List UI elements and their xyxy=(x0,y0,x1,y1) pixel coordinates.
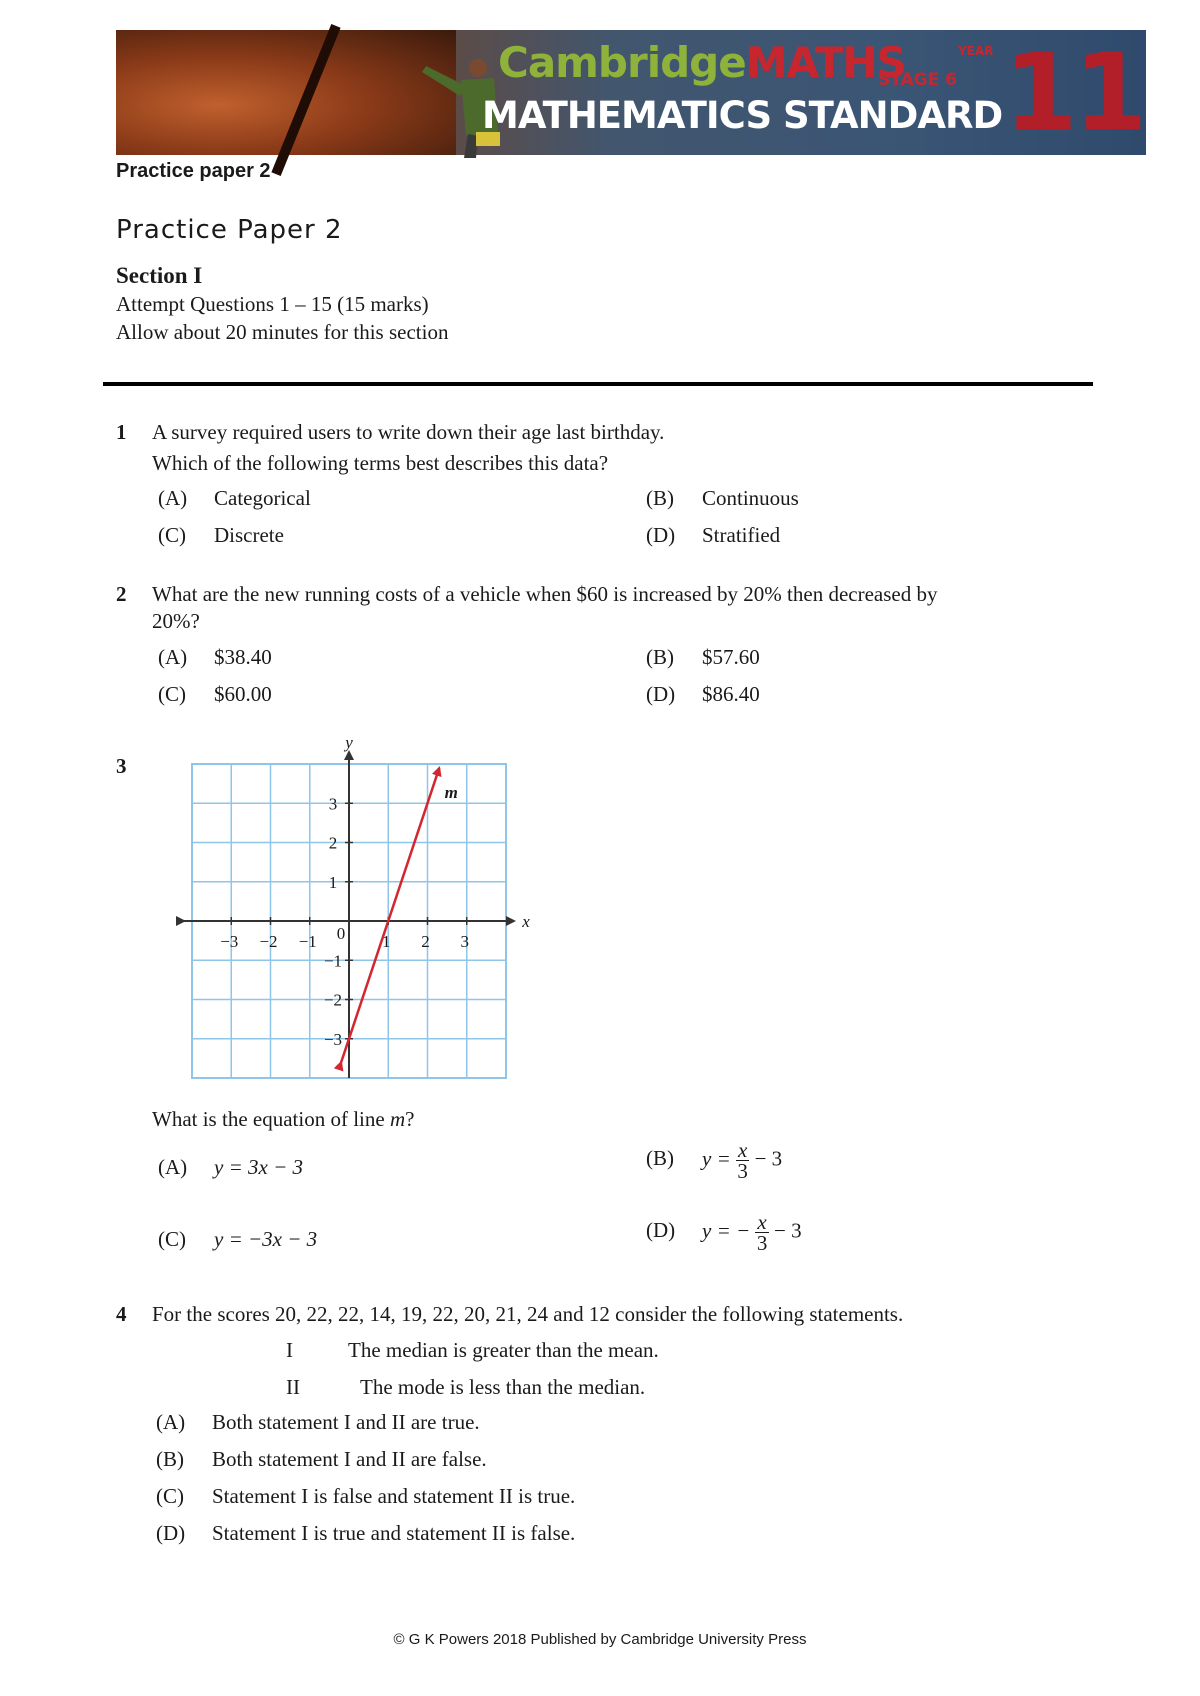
q3-number: 3 xyxy=(116,754,127,778)
q1-number: 1 xyxy=(116,420,127,444)
q3-graph xyxy=(180,733,540,1098)
header-banner xyxy=(116,30,1146,155)
y-tick-label: 2 xyxy=(328,833,338,853)
brand-cambridge: Cambridge xyxy=(498,38,746,87)
q4-statement-1-roman: I xyxy=(286,1338,293,1362)
y-tick-label: 1 xyxy=(328,872,338,892)
x-tick-label: −2 xyxy=(259,932,278,951)
q4-statement-2-roman: II xyxy=(286,1375,300,1399)
x-tick-label: −1 xyxy=(298,932,317,951)
year-number: 11 xyxy=(1004,31,1144,154)
section-divider xyxy=(103,382,1093,386)
footer-copyright: © G K Powers 2018 Published by Cambridge University Press xyxy=(393,1631,807,1648)
q3-option-a: (A) y = 3x − 3 xyxy=(158,1155,303,1179)
origin-label: 0 xyxy=(336,924,346,943)
section-title: Section I xyxy=(116,263,203,288)
x-tick-label: 3 xyxy=(460,932,469,951)
q4-option-a: (A) Both statement I and II are true. xyxy=(156,1410,480,1434)
brand-maths: MATHS xyxy=(745,38,906,87)
q4-option-d: (D) Statement I is true and statement II is false. xyxy=(156,1521,576,1545)
brand-stage: STAGE 6 xyxy=(878,70,957,90)
year-label: YEAR xyxy=(958,44,994,58)
q1-option-c: (C) Discrete xyxy=(158,523,284,547)
line-m-label: m xyxy=(444,782,458,802)
q2-text-line1: What are the new running costs of a vehicle when $60 is increased by 20% then decreased by xyxy=(152,582,938,606)
section-time: Allow about 20 minutes for this section xyxy=(116,320,449,344)
x-tick-label: 1 xyxy=(382,932,391,951)
y-tick-label: −3 xyxy=(323,1029,343,1049)
brand-logo xyxy=(498,40,906,86)
q2-option-d: (D) $86.40 xyxy=(646,682,760,706)
q1-option-b: (B) Continuous xyxy=(646,486,799,510)
q2-text-line2: 20%? xyxy=(152,609,200,633)
y-tick-label: 3 xyxy=(328,794,338,814)
q2-number: 2 xyxy=(116,582,127,606)
q2-option-a: (A) $38.40 xyxy=(158,645,272,669)
q1-text-line2: Which of the following terms best describes this data? xyxy=(152,451,609,475)
q4-option-b: (B) Both statement I and II are false. xyxy=(156,1447,487,1471)
q3-prompt: What is the equation of line m? xyxy=(152,1107,415,1131)
x-tick-label: 2 xyxy=(421,932,430,951)
y-axis-label: y xyxy=(345,733,353,752)
q1-option-a: (A) Categorical xyxy=(158,486,311,510)
q3-option-c: (C) y = −3x − 3 xyxy=(158,1227,318,1251)
q1-text-line1: A survey required users to write down their age last birthday. xyxy=(152,420,665,444)
q3-option-b: (B) y = $\frac{x}{3}$ − 3 xyxy=(646,1138,783,1183)
q2-option-c: (C) $60.00 xyxy=(158,682,272,706)
q4-number: 4 xyxy=(116,1302,127,1326)
x-axis-label: x xyxy=(522,912,530,931)
q1-option-d: (D) Stratified xyxy=(646,523,781,547)
q4-option-c: (C) Statement I is false and statement II is true. xyxy=(156,1484,576,1508)
fraction: $\frac{x}{3}$ xyxy=(756,1210,768,1255)
q4-statement-2: The mode is less than the median. xyxy=(360,1375,646,1399)
x-tick-label: −3 xyxy=(220,932,239,951)
q4-statement-1: The median is greater than the mean. xyxy=(348,1338,659,1362)
y-tick-label: −2 xyxy=(323,990,343,1010)
q2-option-b: (B) $57.60 xyxy=(646,645,760,669)
q3-option-d: (D) y = − $\frac{x}{3}$ − 3 xyxy=(646,1210,802,1255)
page-title: Practice Paper 2 xyxy=(116,215,343,245)
q4-text: For the scores 20, 22, 22, 14, 19, 22, 20, 21, 24 and 12 consider the following statements. xyxy=(152,1302,904,1326)
fraction: $\frac{x}{3}$ xyxy=(737,1138,748,1183)
y-tick-label: −1 xyxy=(323,951,343,971)
running-header: Practice paper 2 xyxy=(116,160,271,182)
banner-subtitle: MATHEMATICS STANDARD xyxy=(482,94,1003,137)
section-instructions: Attempt Questions 1 – 15 (15 marks) xyxy=(116,292,429,316)
